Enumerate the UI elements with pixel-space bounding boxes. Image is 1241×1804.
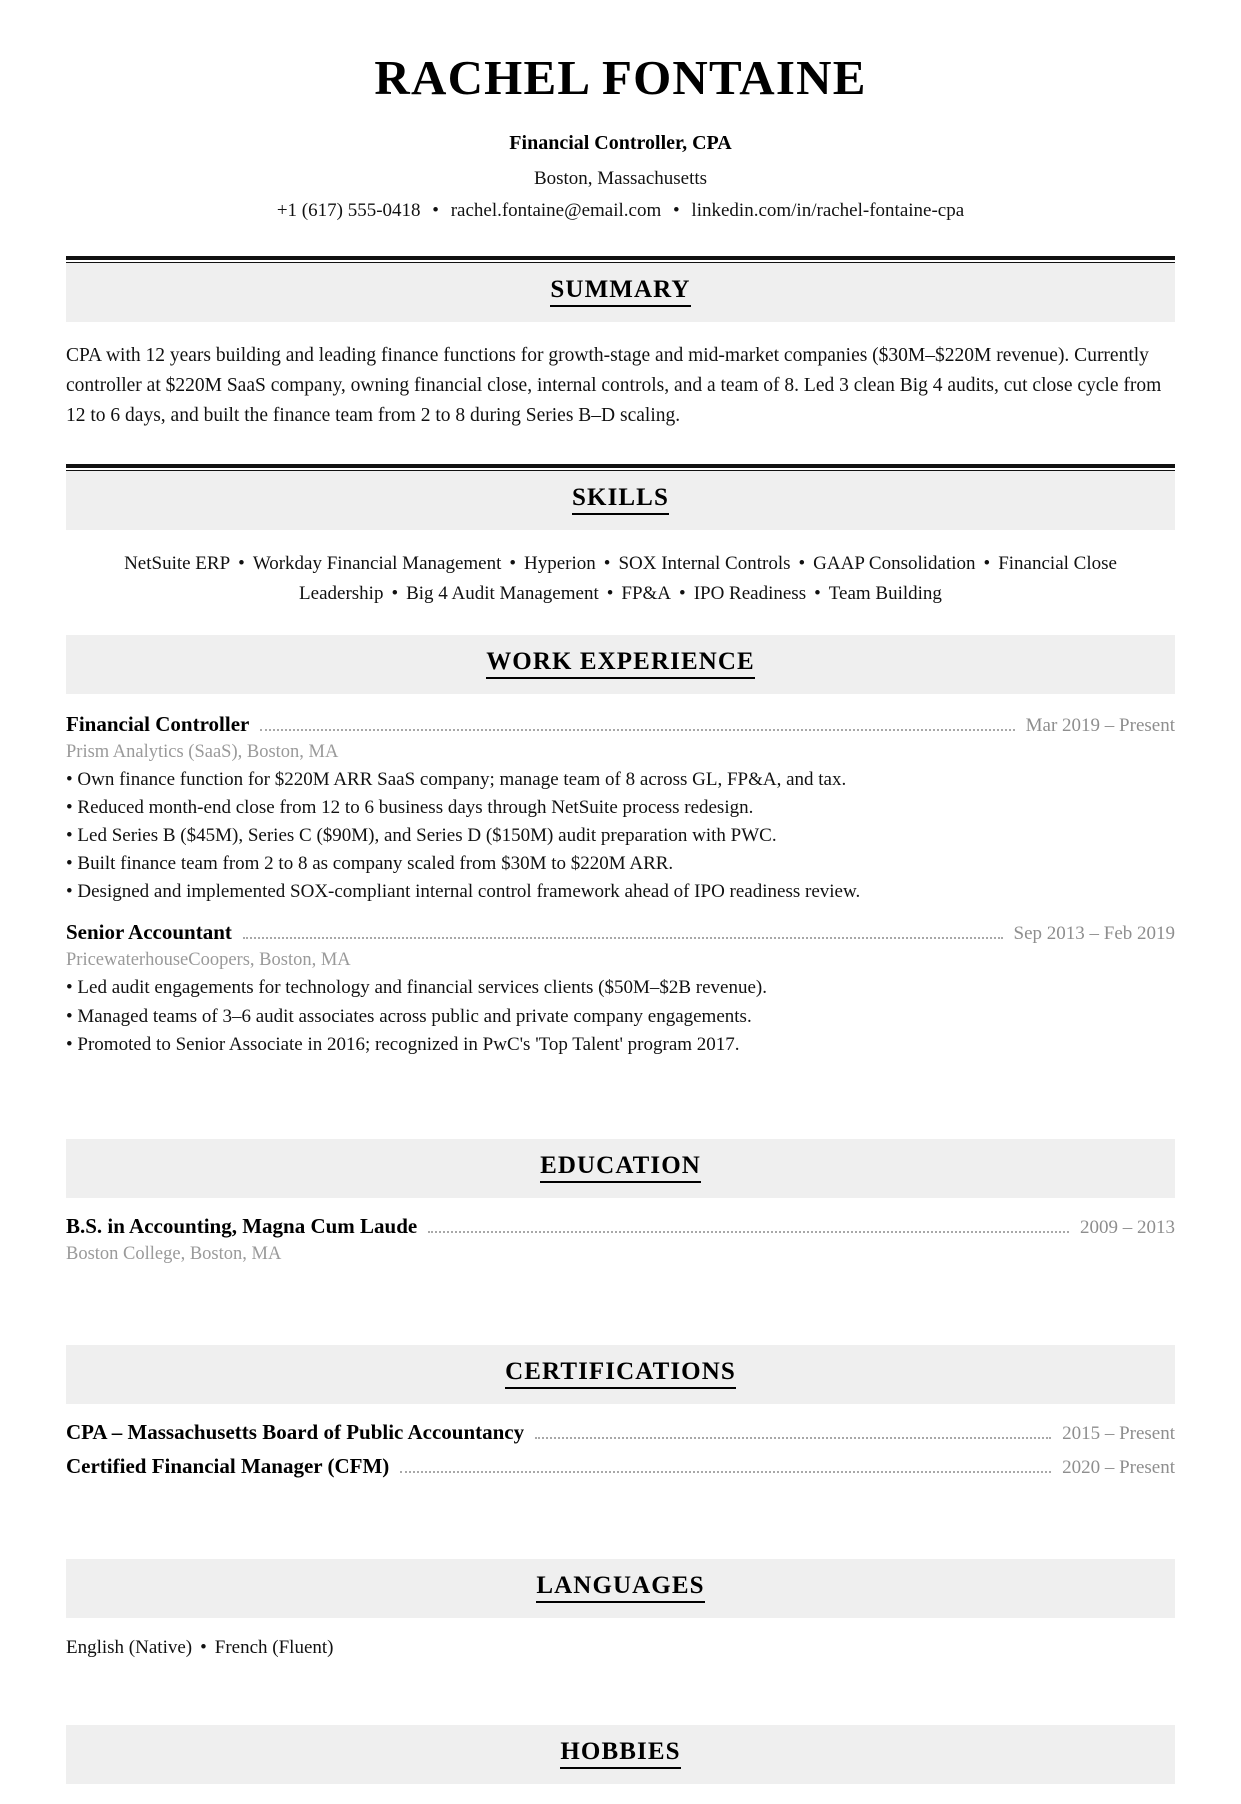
list-separator: • [814, 583, 821, 605]
entry-date: 2015 – Present [1062, 1422, 1175, 1444]
section-header-hobbies [66, 1725, 1175, 1784]
bullet-item: • Managed teams of 3–6 audit associates across public and private company engagements. [66, 1005, 752, 1027]
section-title-work-experience: WORK EXPERIENCE [486, 648, 755, 679]
entry-subtitle: Boston College, Boston, MA [66, 1243, 282, 1264]
entry-title: CPA – Massachusetts Board of Public Accountancy [66, 1419, 525, 1444]
entry-subtitle: Prism Analytics (SaaS), Boston, MA [66, 741, 339, 762]
skill-item: Hyperion [524, 553, 596, 575]
entry-header-row [66, 1214, 1175, 1239]
spacer [66, 1265, 1175, 1319]
bullet-item: • Led audit engagements for technology and financial services clients ($50M–$2B revenue). [66, 977, 767, 999]
entry-title: Financial Controller [66, 711, 250, 736]
skill-item: NetSuite ERP [124, 553, 231, 575]
section-header-certifications [66, 1345, 1175, 1404]
section-header-education [66, 1139, 1175, 1198]
dotted-leader [260, 729, 1014, 731]
spacer [66, 1659, 1175, 1699]
entry-bullets [66, 974, 1175, 1058]
skill-item: FP&A [621, 583, 672, 605]
entry-subtitle: PricewaterhouseCoopers, Boston, MA [66, 950, 351, 971]
bullet-item: • Led Series B ($45M), Series C ($90M), and Series D ($150M) audit preparation with PWC. [66, 825, 777, 847]
bullet-item: • Built finance team from 2 to 8 as company scaled from $30M to $220M ARR. [66, 853, 674, 875]
dotted-leader [535, 1437, 1051, 1439]
dotted-leader [400, 1471, 1051, 1473]
candidate-name: RACHEL FONTAINE [374, 50, 867, 105]
dotted-leader [428, 1231, 1069, 1233]
certification-entry [66, 1454, 1175, 1479]
entry-title: Senior Accountant [66, 920, 232, 945]
education-entries [66, 1214, 1175, 1265]
entry-title: Certified Financial Manager (CFM) [66, 1453, 390, 1478]
list-separator: • [509, 553, 517, 575]
skill-item: Big 4 Audit Management [406, 583, 599, 605]
entry-date: 2020 – Present [1062, 1456, 1175, 1478]
bullet-item: • Reduced month-end close from 12 to 6 business days through NetSuite process redesign. [66, 796, 754, 818]
section-title-hobbies: HOBBIES [560, 1738, 680, 1769]
resume-header [66, 50, 1175, 222]
summary-text: CPA with 12 years building and leading finance functions for growth-stage and mid-market companies ($30M–$220M revenue). Currently controller at $220M SaaS company, owning financial close, internal controls, and a team of 8. Led 3 clean Big 4 audits, cut close cycle from 12 to 6 days, and built the finance team from 2 to 8 during Series B–D scaling. [66, 345, 1162, 426]
bullet-item: • Promoted to Senior Associate in 2016; recognized in PwC's 'Top Talent' program 2017. [66, 1033, 740, 1055]
work-experience-entries [66, 712, 1175, 1059]
section-header-skills [66, 471, 1175, 530]
entry-date: Mar 2019 – Present [1025, 714, 1175, 736]
skill-item: Financial Close Leadership [299, 553, 1117, 605]
contact-separator: • [673, 200, 680, 222]
list-separator: • [983, 553, 991, 575]
list-separator: • [606, 583, 614, 605]
list-separator: • [200, 1636, 207, 1658]
dotted-leader [243, 937, 1003, 939]
list-separator: • [603, 553, 611, 575]
section-header-languages [66, 1559, 1175, 1618]
skill-item: IPO Readiness [693, 583, 807, 605]
work-entry [66, 712, 1175, 907]
language-item: English (Native) [66, 1636, 193, 1658]
spacer [66, 1059, 1175, 1113]
entry-date: 2009 – 2013 [1080, 1216, 1175, 1238]
contact-separator: • [432, 200, 439, 222]
skills-list [66, 549, 1175, 609]
skill-item: SOX Internal Controls [618, 553, 791, 575]
resume-page [0, 50, 1241, 1804]
list-separator: • [679, 583, 686, 605]
entry-header-row [66, 1454, 1175, 1479]
phone-text: +1 (617) 555-0418 [276, 200, 421, 222]
certification-entries [66, 1420, 1175, 1479]
spacer [66, 1479, 1175, 1533]
section-title-skills: SKILLS [572, 484, 669, 515]
section-title-education: EDUCATION [540, 1152, 701, 1183]
work-entry [66, 920, 1175, 1058]
skill-item: GAAP Consolidation [813, 553, 976, 575]
skill-item: Workday Financial Management [252, 553, 502, 575]
section-rule-summary [66, 256, 1175, 263]
section-header-work-experience [66, 635, 1175, 694]
email-text[interactable]: rachel.fontaine@email.com [450, 200, 662, 222]
skill-item: Team Building [828, 583, 942, 605]
list-separator: • [238, 553, 245, 575]
entry-date: Sep 2013 – Feb 2019 [1013, 923, 1175, 945]
entry-header-row [66, 1420, 1175, 1445]
section-rule-skills [66, 464, 1175, 471]
entry-header-row [66, 712, 1175, 737]
candidate-location: Boston, Massachusetts [533, 168, 708, 190]
list-separator: • [798, 553, 806, 575]
list-separator: • [391, 583, 399, 605]
entry-header-row [66, 920, 1175, 945]
linkedin-text[interactable]: linkedin.com/in/rachel-fontaine-cpa [691, 200, 965, 222]
section-header-summary [66, 263, 1175, 322]
certification-entry [66, 1420, 1175, 1445]
languages-list [66, 1637, 1175, 1659]
bullet-item: • Own finance function for $220M ARR SaaS company; manage team of 8 across GL, FP&A, and tax. [66, 768, 847, 790]
bullet-item: • Designed and implemented SOX-compliant internal control framework ahead of IPO readiness review. [66, 881, 861, 903]
entry-title: B.S. in Accounting, Magna Cum Laude [66, 1213, 418, 1238]
candidate-headline: Financial Controller, CPA [509, 132, 732, 155]
language-item: French (Fluent) [214, 1636, 334, 1658]
section-title-summary: SUMMARY [550, 276, 690, 307]
education-entry [66, 1214, 1175, 1265]
entry-bullets [66, 766, 1175, 907]
section-title-languages: LANGUAGES [536, 1572, 704, 1603]
contact-line [66, 200, 1175, 222]
section-title-certifications: CERTIFICATIONS [505, 1358, 736, 1389]
